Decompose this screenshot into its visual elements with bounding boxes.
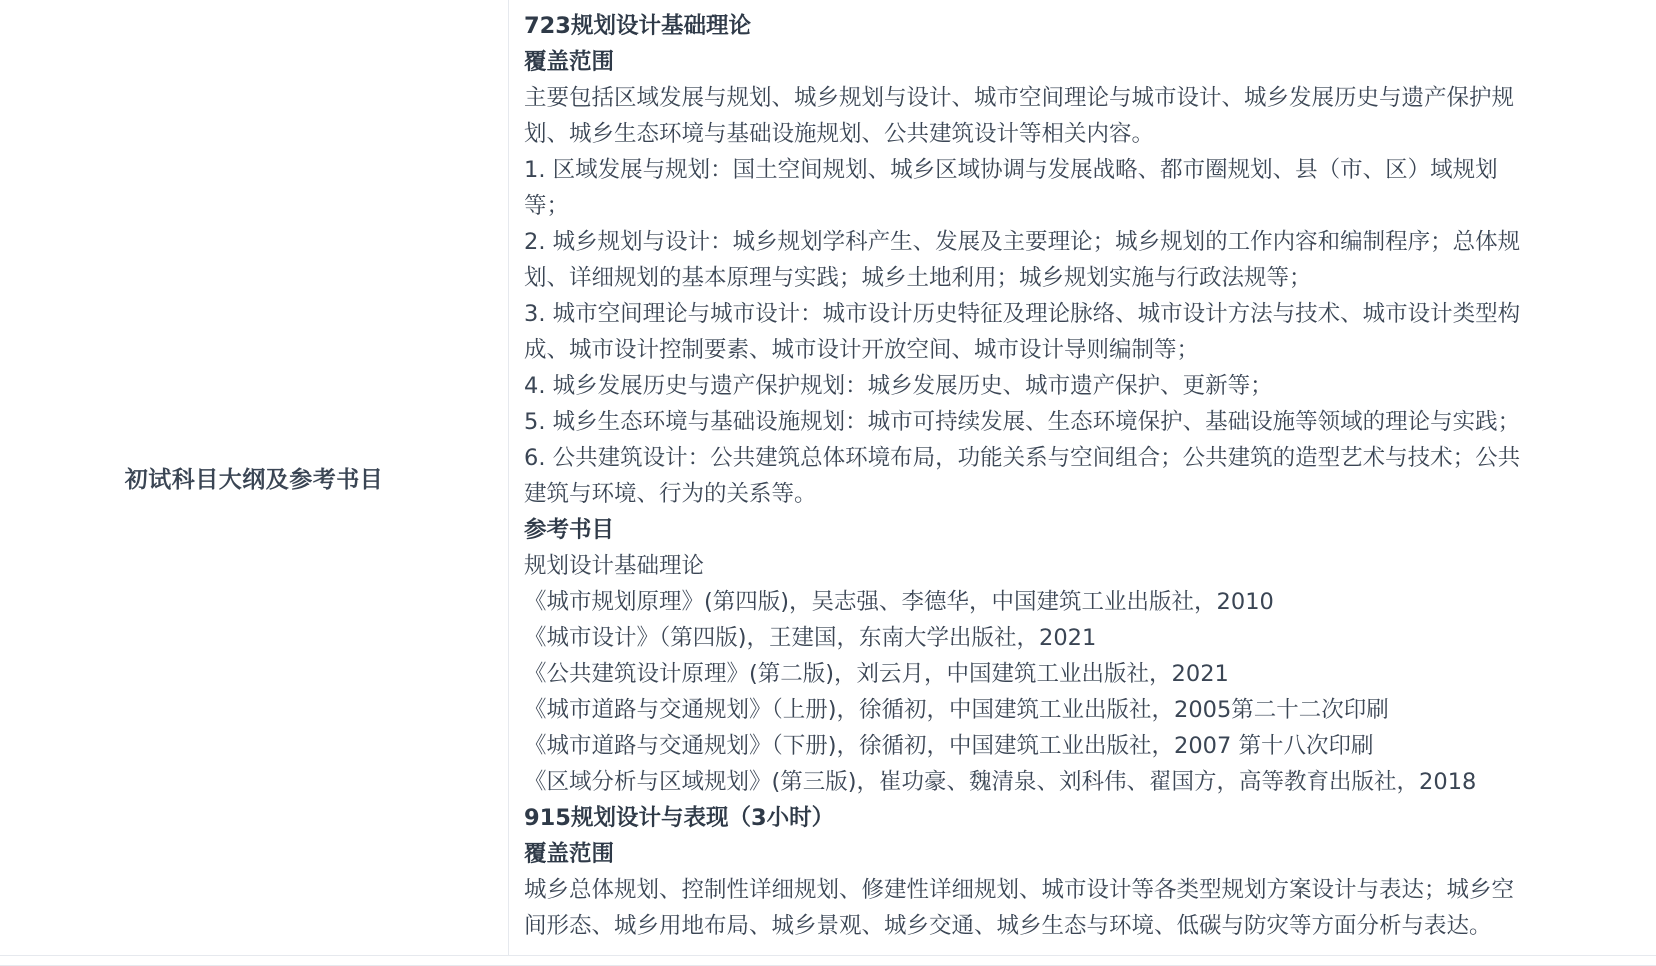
row-label-cell [0, 0, 509, 955]
row-content-cell [509, 0, 1656, 965]
scope-line: 划、城乡生态环境与基础设施规划、公共建筑设计等相关内容。 [524, 121, 1155, 147]
scope-line: 划、详细规划的基本原理与实践；城乡土地利用；城乡规划实施与行政法规等； [524, 265, 1312, 291]
book-line: 《城市道路与交通规划》（上册)，徐循初，中国建筑工业出版社，2005第二十二次印刷 [524, 697, 1389, 723]
scope-line: 成、城市设计控制要素、城市设计开放空间、城市设计导则编制等； [524, 337, 1200, 363]
book-line: 规划设计基础理论 [524, 553, 705, 579]
scope-line: 城乡总体规划、控制性详细规划、修建性详细规划、城市设计等各类型规划方案设计与表达；城乡空 [524, 877, 1515, 903]
scope-line: 5. 城乡生态环境与基础设施规划：城市可持续发展、生态环境保护、基础设施等领域的理论与实践； [524, 409, 1521, 435]
book-line: 《区域分析与区域规划》(第三版)，崔功豪、魏清泉、刘科伟、翟国方，高等教育出版社，2018 [524, 769, 1477, 795]
book-line: 《城市道路与交通规划》（下册)，徐循初，中国建筑工业出版社，2007 第十八次印刷 [524, 733, 1374, 759]
subject-title: 915规划设计与表现（3小时） [524, 805, 835, 831]
scope-heading: 覆盖范围 [524, 841, 615, 867]
book-line: 《城市规划原理》(第四版)，吴志强、李德华，中国建筑工业出版社，2010 [524, 589, 1274, 615]
scope-line: 3. 城市空间理论与城市设计：城市设计历史特征及理论脉络、城市设计方法与技术、城市设计类型构 [524, 301, 1521, 327]
scope-line: 间形态、城乡用地布局、城乡景观、城乡交通、城乡生态与环境、低碳与防灾等方面分析与表达。 [524, 913, 1492, 939]
book-line: 《城市设计》（第四版)，王建国，东南大学出版社，2021 [524, 625, 1097, 651]
scope-line: 6. 公共建筑设计：公共建筑总体环境布局，功能关系与空间组合；公共建筑的造型艺术与技术；公共 [524, 445, 1521, 471]
scope-heading: 覆盖范围 [524, 49, 615, 75]
scope-line: 4. 城乡发展历史与遗产保护规划：城乡发展历史、城市遗产保护、更新等； [524, 373, 1273, 399]
scope-line: 2. 城乡规划与设计：城乡规划学科产生、发展及主要理论；城乡规划的工作内容和编制程序；总体规 [524, 229, 1521, 255]
books-heading: 参考书目 [524, 517, 615, 543]
scope-line: 等； [524, 193, 570, 219]
row-label: 初试科目大纲及参考书目 [124, 467, 384, 493]
scope-line: 主要包括区域发展与规划、城乡规划与设计、城市空间理论与城市设计、城乡发展历史与遗产保护规 [524, 85, 1515, 111]
table-bottom-border [0, 955, 1656, 956]
scope-line: 建筑与环境、行为的关系等。 [524, 481, 817, 507]
scope-line: 1. 区域发展与规划：国土空间规划、城乡区域协调与发展战略、都市圈规划、县（市、区）域规划 [524, 157, 1498, 183]
subject-title: 723规划设计基础理论 [524, 13, 751, 39]
book-line: 《公共建筑设计原理》(第二版)，刘云月，中国建筑工业出版社，2021 [524, 661, 1229, 687]
